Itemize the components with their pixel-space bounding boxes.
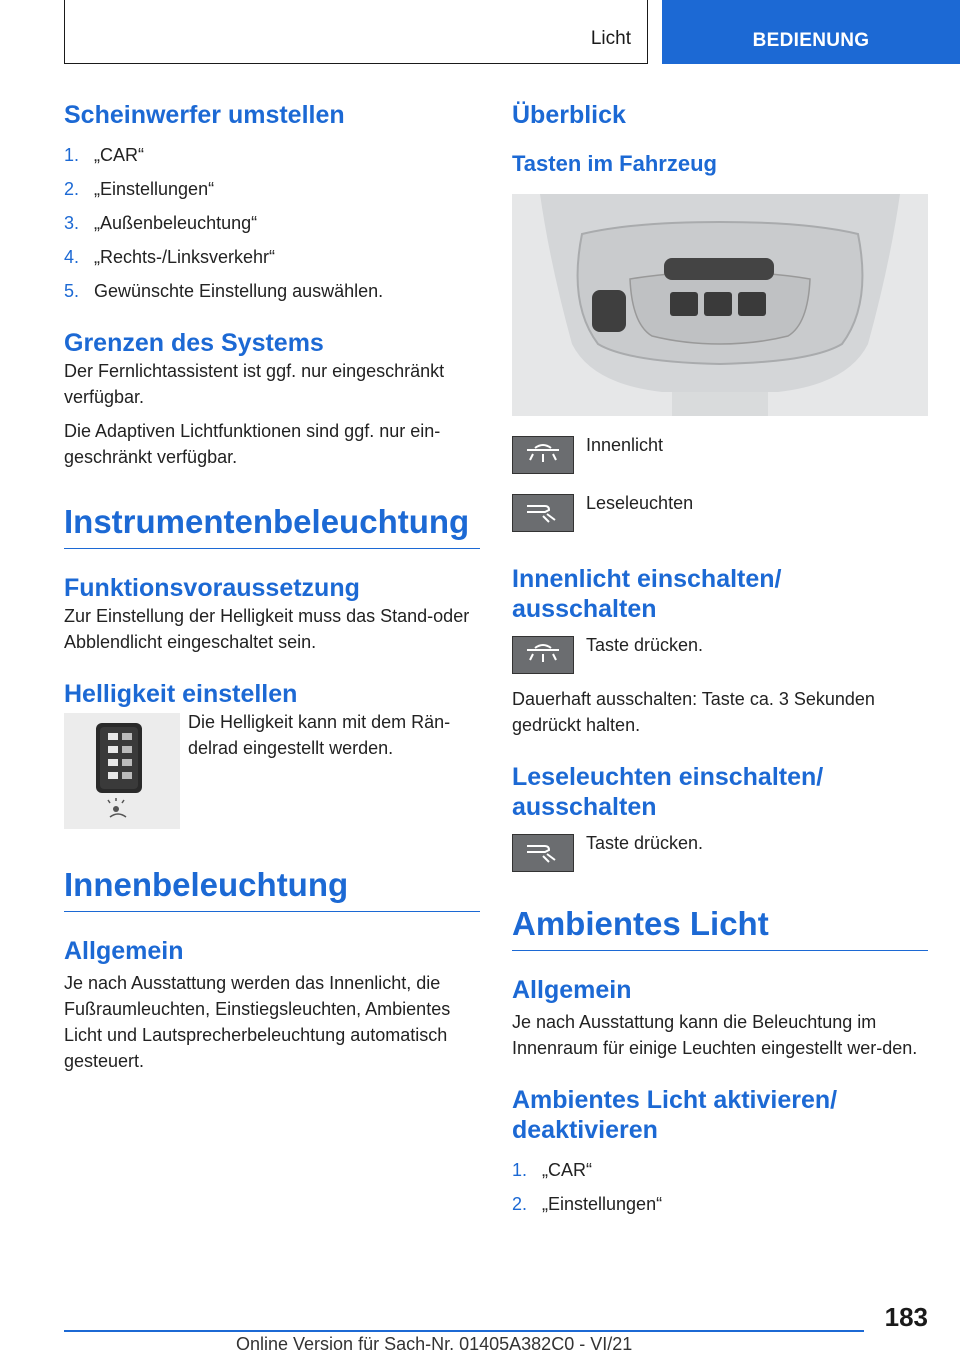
steps-ambientes-licht (512, 1157, 928, 1217)
reading-light-icon (512, 494, 574, 532)
list-item: 3. „Außenbeleuchtung“ (64, 213, 258, 233)
footer-version-text: Online Version für Sach-Nr. 01405A382C0 - VI/21 (236, 1334, 633, 1354)
heading-grenzen-des-systems: Grenzen des Systems (64, 329, 324, 357)
footer-divider (64, 1330, 864, 1332)
roller-row (64, 713, 480, 829)
heading-innenlicht-einschalten: Innenlicht einschalten/ ausschalten (512, 565, 782, 623)
left-column (64, 100, 480, 1074)
icon-label: Innenlicht (586, 435, 664, 455)
list-item: 5. Gewünschte Einstellung auswählen. (64, 281, 384, 301)
heading-leseleuchten-einschalten: Leseleuchten einschalten/ ausschalten (512, 763, 824, 821)
icon-row-leseleuchten-taste (512, 834, 928, 872)
heading-allgemein: Allgemein (512, 976, 632, 1004)
paragraph: Die Helligkeit kann mit dem Rän‐delrad eingestellt werden. (188, 712, 451, 758)
icon-row-leseleuchten (512, 494, 928, 532)
icon-label: Leseleuchten (586, 493, 694, 513)
heading-ambientes-licht: Ambientes Licht (512, 904, 928, 951)
header-section-title: Licht (590, 28, 631, 49)
heading-tasten-im-fahrzeug: Tasten im Fahrzeug (512, 151, 717, 176)
heading-instrumentenbeleuchtung: Instrumentenbeleuchtung (64, 502, 480, 549)
heading-funktionsvoraussetzung: Funktionsvoraussetzung (64, 574, 360, 602)
paragraph: Die Adaptiven Lichtfunktionen sind ggf. nur ein‐geschränkt verfügbar. (64, 421, 441, 467)
heading-ambientes-licht-aktivieren: Ambientes Licht aktivieren/ deaktivieren (512, 1086, 838, 1144)
heading-ueberblick: Überblick (512, 101, 626, 129)
paragraph: Je nach Ausstattung kann die Beleuchtung im Innenraum für einige Leuchten eingestellt wer‐den. (512, 1012, 918, 1058)
header-box (64, 0, 648, 64)
list-item: 4. „Rechts-/Linksverkehr“ (64, 247, 276, 267)
heading-innenbeleuchtung: Innenbeleuchtung (64, 865, 480, 912)
list-item: 1. „CAR“ (64, 145, 144, 165)
paragraph: Taste drücken. (586, 833, 704, 853)
icon-row-innenlicht-taste (512, 636, 928, 674)
paragraph: Je nach Ausstattung werden das Innenlicht, die Fußraumleuchten, Einstiegsleuchten, Ambientes Licht und Lautsprecherbeleuchtung automatisch gesteuert. (64, 973, 451, 1071)
heading-scheinwerfer-umstellen: Scheinwerfer umstellen (64, 101, 345, 129)
list-item: 1. „CAR“ (512, 1160, 592, 1180)
list-item: 2. „Einstellungen“ (64, 179, 215, 199)
dimmer-roller-image (64, 713, 180, 829)
heading-helligkeit-einstellen: Helligkeit einstellen (64, 680, 298, 708)
paragraph: Dauerhaft ausschalten: Taste ca. 3 Sekunden gedrückt halten. (512, 689, 875, 735)
right-column (512, 100, 928, 1225)
reading-light-icon (512, 834, 574, 872)
ceiling-console-image (512, 194, 928, 416)
header-chapter-tab: BEDIENUNG (662, 0, 960, 64)
paragraph: Zur Einstellung der Helligkeit muss das Stand‐oder Abblendlicht eingeschaltet sein. (64, 606, 470, 652)
heading-allgemein: Allgemein (64, 937, 184, 965)
page-number: 183 (884, 1302, 928, 1332)
steps-scheinwerfer (64, 142, 480, 304)
interior-light-icon (512, 436, 574, 474)
paragraph: Taste drücken. (586, 635, 704, 655)
interior-light-icon (512, 636, 574, 674)
list-item: 2. „Einstellungen“ (512, 1194, 663, 1214)
paragraph: Der Fernlichtassistent ist ggf. nur eingeschränkt verfügbar. (64, 361, 445, 407)
icon-row-innenlicht (512, 436, 928, 474)
